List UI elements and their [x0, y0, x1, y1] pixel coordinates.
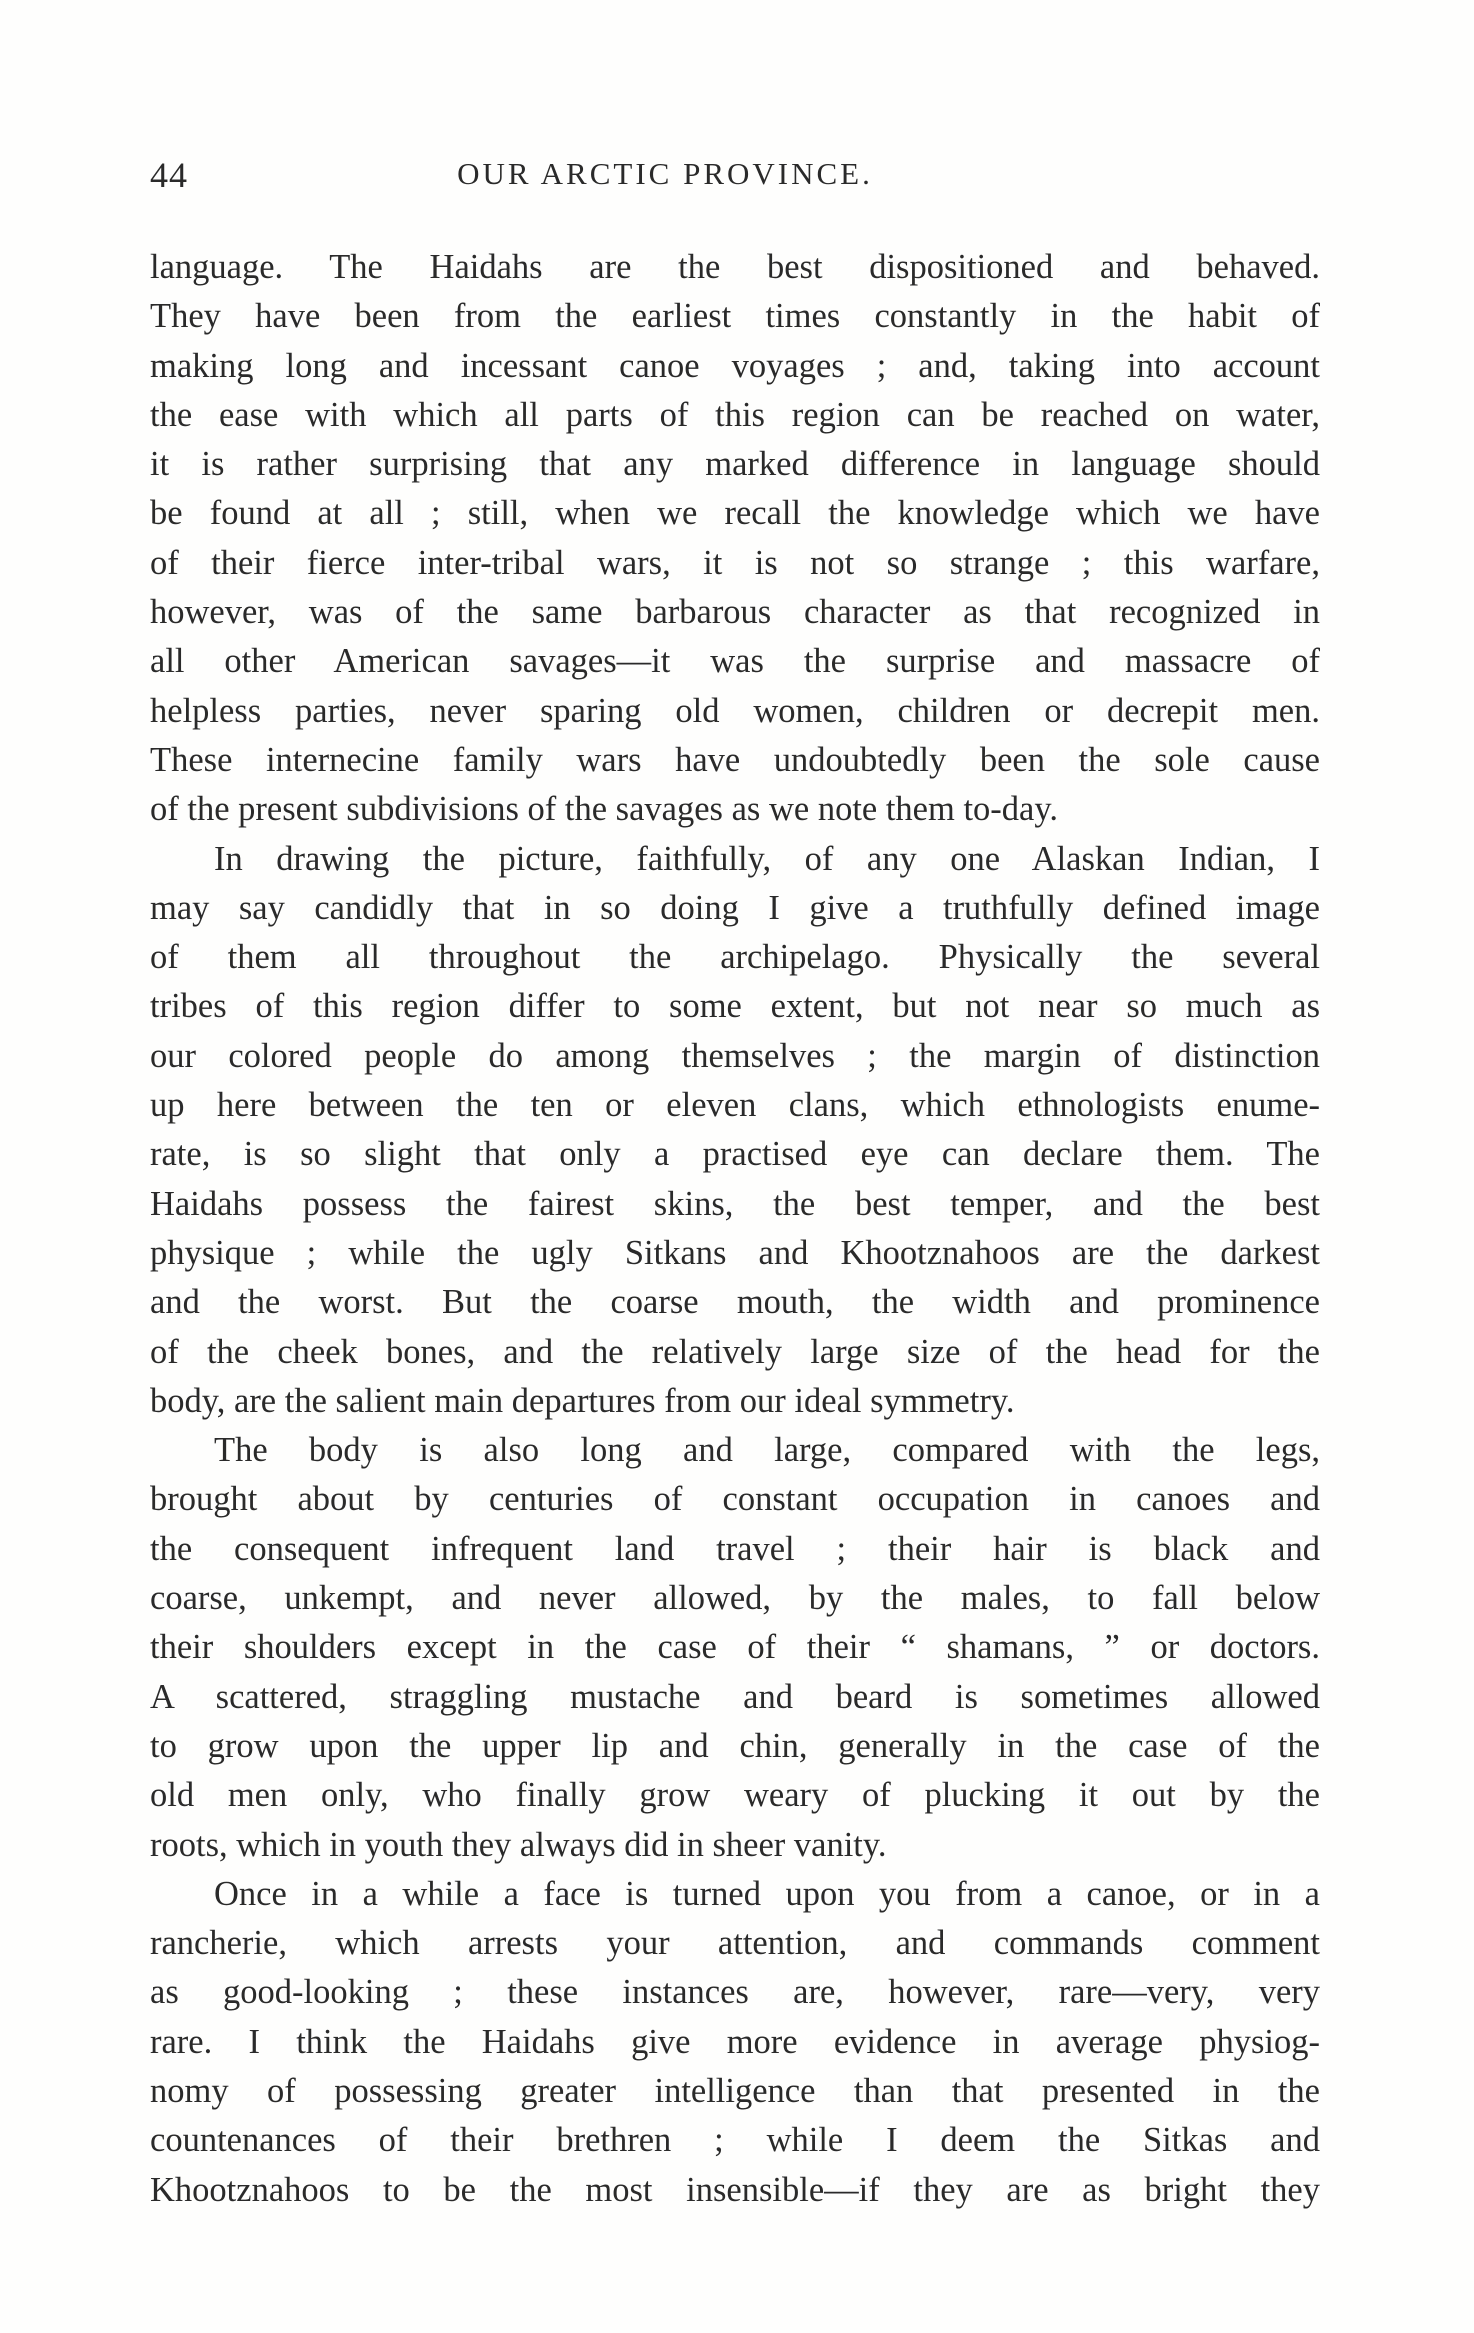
text-line: to grow upon the upper lip and chin, generally in the case of the [150, 1726, 1320, 1765]
text-line: Khootznahoos to be the most insensible—if they are as bright they [150, 2170, 1320, 2209]
paragraph-start-line: The body is also long and large, compared with the legs, [214, 1431, 1320, 1470]
paragraph-end-line: body, are the salient main departures from our ideal symmetry. [150, 1381, 1015, 1420]
text-line: tribes of this region differ to some extent, but not near so much as [150, 987, 1320, 1026]
text-line: be found at all ; still, when we recall the knowledge which we have [150, 494, 1320, 533]
text-line: making long and incessant canoe voyages ; and, taking into account [150, 346, 1320, 385]
paragraph-end-line: roots, which in youth they always did in sheer vanity. [150, 1825, 887, 1864]
text-line: physique ; while the ugly Sitkans and Khootznahoos are the darkest [150, 1233, 1320, 1272]
text-line: brought about by centuries of constant occupation in canoes and [150, 1480, 1320, 1519]
text-line: of the cheek bones, and the relatively large size of the head for the [150, 1332, 1320, 1371]
text-line: the ease with which all parts of this region can be reached on water, [150, 395, 1320, 434]
text-line: the consequent infrequent land travel ; their hair is black and [150, 1529, 1320, 1568]
text-line: rate, is so slight that only a practised eye can declare them. The [150, 1135, 1320, 1174]
running-title: OUR ARCTIC PROVINCE. [457, 156, 873, 191]
text-line: and the worst. But the coarse mouth, the width and prominence [150, 1283, 1320, 1322]
text-line: all other American savages—it was the surprise and massacre of [150, 642, 1320, 681]
text-line: They have been from the earliest times constantly in the habit of [150, 297, 1320, 336]
text-line: rancherie, which arrests your attention, and commands comment [150, 1924, 1320, 1963]
paragraph-start-line: In drawing the picture, faithfully, of any one Alaskan Indian, I [214, 839, 1320, 878]
running-head [150, 154, 1320, 204]
text-line: Haidahs possess the fairest skins, the best temper, and the best [150, 1184, 1320, 1223]
text-line: rare. I think the Haidahs give more evidence in average physiog- [150, 2022, 1320, 2061]
text-line: coarse, unkempt, and never allowed, by the males, to fall below [150, 1579, 1320, 1618]
paragraph-start-line: Once in a while a face is turned upon you from a canoe, or in a [214, 1874, 1320, 1913]
text-line: may say candidly that in so doing I give a truthfully defined image [150, 888, 1320, 927]
text-line: up here between the ten or eleven clans, which ethnologists enume- [150, 1086, 1320, 1125]
text-line: as good-looking ; these instances are, however, rare—very, very [150, 1973, 1320, 2012]
paragraph-end-line: of the present subdivisions of the savages as we note them to-day. [150, 790, 1058, 829]
text-line: helpless parties, never sparing old women, children or decrepit men. [150, 691, 1320, 730]
text-line: of them all throughout the archipelago. Physically the several [150, 938, 1320, 977]
body-text [150, 243, 1320, 2215]
text-line: These internecine family wars have undoubtedly been the sole cause [150, 740, 1320, 779]
text-line: our colored people do among themselves ; the margin of distinction [150, 1036, 1320, 1075]
text-line: countenances of their brethren ; while I deem the Sitkas and [150, 2121, 1320, 2160]
text-line: however, was of the same barbarous character as that recognized in [150, 593, 1320, 632]
text-line: old men only, who finally grow weary of plucking it out by the [150, 1776, 1320, 1815]
page-number: 44 [150, 155, 188, 195]
text-line: nomy of possessing greater intelligence than that presented in the [150, 2071, 1320, 2110]
text-line: it is rather surprising that any marked difference in language should [150, 445, 1320, 484]
text-line: language. The Haidahs are the best dispositioned and behaved. [150, 248, 1320, 286]
text-line: their shoulders except in the case of their “ shamans, ” or doctors. [150, 1628, 1320, 1667]
text-line: of their fierce inter-tribal wars, it is not so strange ; this warfare, [150, 543, 1320, 582]
text-line: A scattered, straggling mustache and beard is sometimes allowed [150, 1677, 1320, 1716]
